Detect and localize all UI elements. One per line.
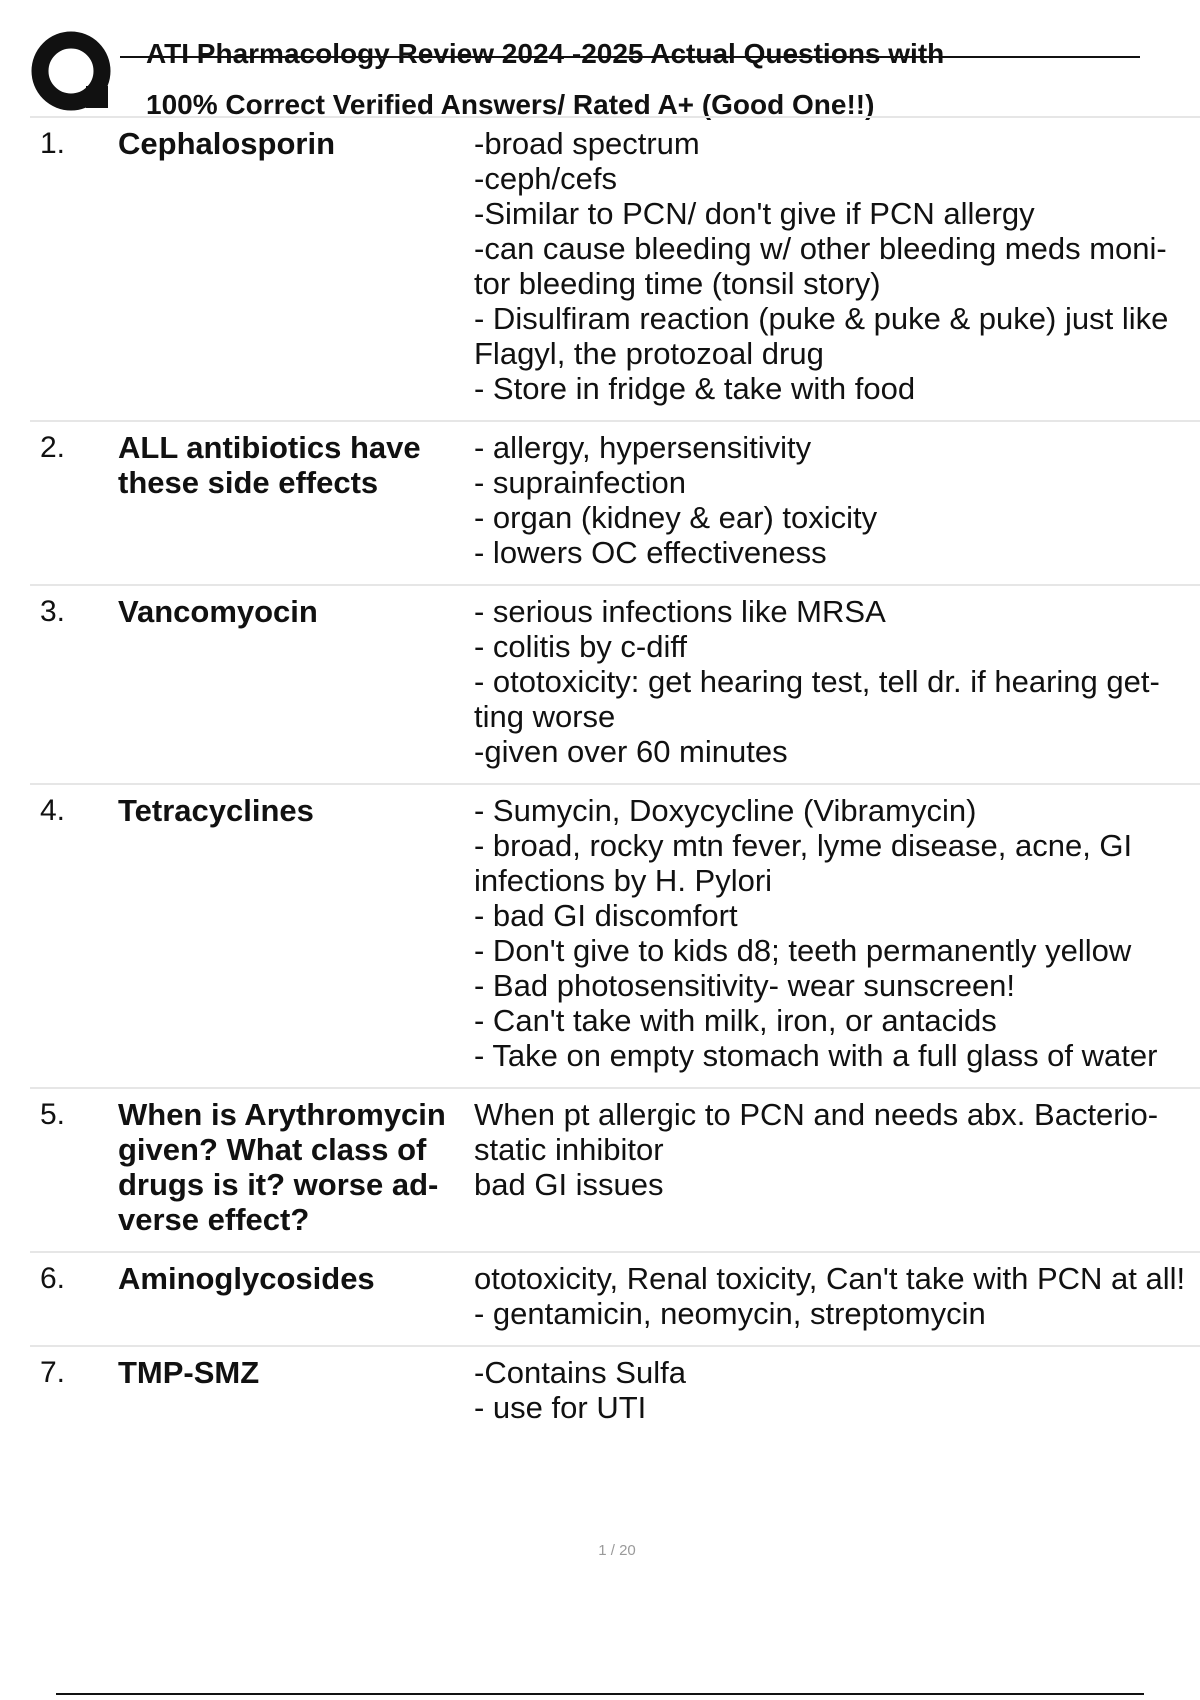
definition-line: tor bleeding time (tonsil story) [474, 266, 881, 301]
card-definition [474, 793, 1200, 1073]
card-definition [474, 430, 1200, 570]
flashcard-row [30, 1251, 1200, 1345]
card-definition [474, 1355, 1200, 1425]
flashcard-row [30, 783, 1200, 1087]
definition-line: - Disulfiram reaction (puke & puke & puke) just like [474, 301, 1169, 336]
definition-line: -given over 60 minutes [474, 734, 788, 769]
card-number: 6. [40, 1262, 66, 1295]
card-number: 1. [40, 127, 66, 160]
flashcard-list [30, 116, 1200, 1439]
flashcard-row [30, 1345, 1200, 1439]
card-term: Tetracyclines [118, 793, 314, 828]
definition-line: - Can't take with milk, iron, or antacids [474, 1003, 997, 1038]
definition-line: infections by H. Pylori [474, 863, 773, 898]
definition-line: - bad GI discomfort [474, 898, 738, 933]
card-definition [474, 1097, 1200, 1237]
card-definition [474, 1261, 1200, 1331]
definition-line: ting worse [474, 699, 616, 734]
definition-line: ototoxicity, Renal toxicity, Can't take with PCN at all! [474, 1261, 1186, 1296]
definition-line: -can cause bleeding w/ other bleeding meds moni- [474, 231, 1167, 266]
definition-line: - allergy, hypersensitivity [474, 430, 812, 465]
definition-line: - Bad photosensitivity- wear sunscreen! [474, 968, 1016, 1003]
definition-line: -ceph/cefs [474, 161, 618, 196]
card-term: When is Arythromycin given? What class of drugs is it? worse ad- verse effect? [118, 1097, 446, 1237]
definition-line: -Similar to PCN/ don't give if PCN allergy [474, 196, 1035, 231]
definition-line: static inhibitor [474, 1132, 664, 1167]
definition-line: - gentamicin, neomycin, streptomycin [474, 1296, 986, 1331]
definition-line: - colitis by c-diff [474, 629, 688, 664]
card-definition [474, 594, 1200, 769]
card-term: Vancomyocin [118, 594, 318, 629]
q-logo-icon [30, 30, 112, 112]
flashcard-row [30, 116, 1200, 420]
card-number: 2. [40, 431, 66, 464]
definition-line: - Sumycin, Doxycycline (Vibramycin) [474, 793, 977, 828]
card-term: TMP-SMZ [118, 1355, 260, 1390]
title-line-2: 100% Correct Verified Answers/ Rated A+ (Good One!!) [146, 89, 875, 120]
definition-line: - serious infections like MRSA [474, 594, 886, 629]
card-number: 4. [40, 794, 66, 827]
definition-line: - use for UTI [474, 1390, 647, 1425]
definition-line: - suprainfection [474, 465, 686, 500]
definition-line: -Contains Sulfa [474, 1355, 686, 1390]
footer-rule [56, 1693, 1144, 1695]
definition-line: When pt allergic to PCN and needs abx. Bacterio- [474, 1097, 1159, 1132]
title-line-1: ATI Pharmacology Review 2024 -2025 Actual Questions with [146, 38, 945, 69]
flashcard-row [30, 1087, 1200, 1251]
card-definition [474, 126, 1200, 406]
card-number: 5. [40, 1098, 66, 1131]
definition-line: - Store in fridge & take with food [474, 371, 916, 406]
card-term: Cephalosporin [118, 126, 336, 161]
definition-line: bad GI issues [474, 1167, 664, 1202]
flashcard-row [30, 584, 1200, 783]
definition-line: - Don't give to kids d8; teeth permanently yellow [474, 933, 1132, 968]
definition-line: - lowers OC effectiveness [474, 535, 827, 570]
definition-line: - broad, rocky mtn fever, lyme disease, acne, GI [474, 828, 1133, 863]
card-term: Aminoglycosides [118, 1261, 375, 1296]
definition-line: - ototoxicity: get hearing test, tell dr. if hearing get- [474, 664, 1160, 699]
definition-line: Flagyl, the protozoal drug [474, 336, 824, 371]
page-indicator: 1 / 20 [598, 1542, 636, 1559]
card-term: ALL antibiotics have these side effects [118, 430, 421, 500]
page-title [146, 28, 1126, 130]
card-number: 3. [40, 595, 66, 628]
card-number: 7. [40, 1356, 66, 1389]
definition-line: -broad spectrum [474, 126, 700, 161]
definition-line: - Take on empty stomach with a full glass of water [474, 1038, 1158, 1073]
definition-line: - organ (kidney & ear) toxicity [474, 500, 878, 535]
flashcard-row [30, 420, 1200, 584]
